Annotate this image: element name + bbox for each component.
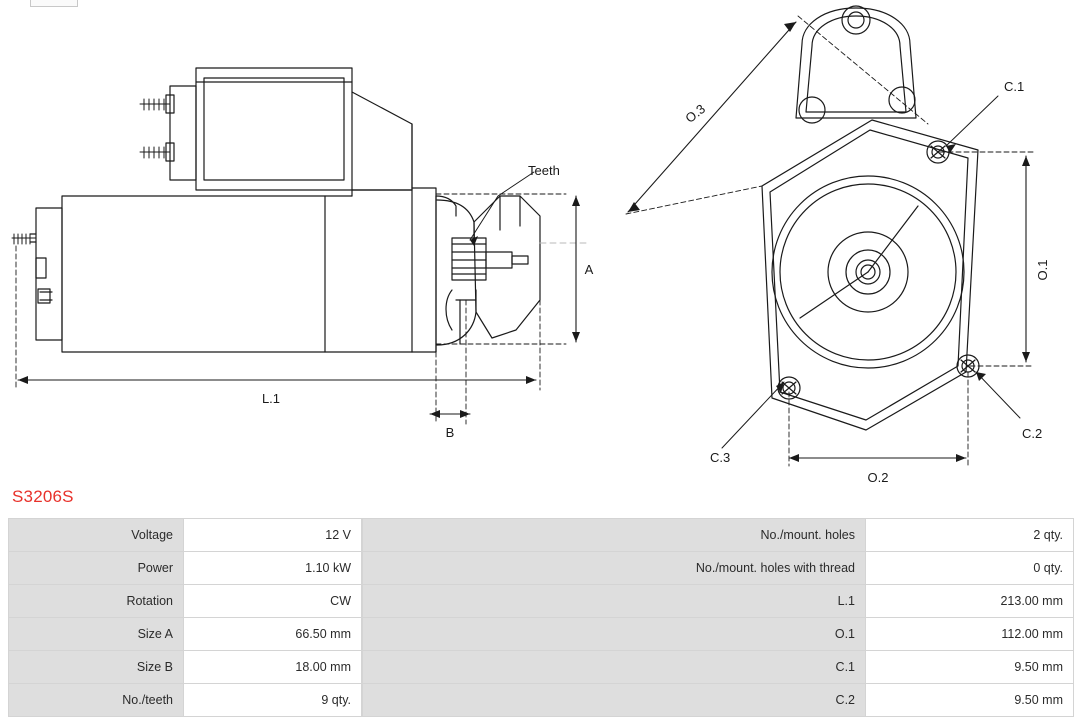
spec-value: 66.50 mm <box>184 618 362 651</box>
table-row <box>363 684 1074 717</box>
spec-value: 9 qty. <box>184 684 362 717</box>
side-view <box>12 68 586 352</box>
table-row <box>9 684 362 717</box>
label-b: B <box>445 425 455 440</box>
spec-label: No./mount. holes with thread <box>363 552 866 585</box>
table-row <box>363 519 1074 552</box>
spec-value: 112.00 mm <box>866 618 1074 651</box>
label-o2: O.2 <box>867 470 889 485</box>
table-row <box>363 552 1074 585</box>
table-row <box>9 651 362 684</box>
spec-value: 9.50 mm <box>866 684 1074 717</box>
spec-label: Voltage <box>9 519 184 552</box>
spec-label: C.2 <box>363 684 866 717</box>
spec-value: CW <box>184 585 362 618</box>
table-row <box>9 618 362 651</box>
label-teeth: Teeth <box>528 163 560 178</box>
table-row <box>363 585 1074 618</box>
spec-value: 18.00 mm <box>184 651 362 684</box>
spec-value: 9.50 mm <box>866 651 1074 684</box>
spec-label: Size A <box>9 618 184 651</box>
specifications <box>8 518 1072 717</box>
table-row <box>9 552 362 585</box>
end-view <box>762 6 979 430</box>
spec-label: Rotation <box>9 585 184 618</box>
spec-label: No./teeth <box>9 684 184 717</box>
label-c3: C.3 <box>710 450 731 465</box>
table-row <box>9 519 362 552</box>
spec-label: L.1 <box>363 585 866 618</box>
label-o3: O.3 <box>682 101 709 126</box>
spec-value: 2 qty. <box>866 519 1074 552</box>
spec-label: No./mount. holes <box>363 519 866 552</box>
label-c1: C.1 <box>1004 79 1025 94</box>
spec-label: Size B <box>9 651 184 684</box>
table-row <box>9 585 362 618</box>
label-a: A <box>584 262 594 277</box>
spec-table-right <box>362 518 1074 717</box>
spec-table-left <box>8 518 362 717</box>
label-o1: O.1 <box>1035 259 1050 281</box>
side-view-dimensions <box>16 172 580 424</box>
table-row <box>363 651 1074 684</box>
part-number-heading: S3206S <box>12 487 74 506</box>
spec-value: 12 V <box>184 519 362 552</box>
spec-value: 0 qty. <box>866 552 1074 585</box>
label-l1: L.1 <box>261 391 281 406</box>
label-c2: C.2 <box>1022 426 1043 441</box>
spec-label: C.1 <box>363 651 866 684</box>
spec-value: 1.10 kW <box>184 552 362 585</box>
spec-value: 213.00 mm <box>866 585 1074 618</box>
spec-label: Power <box>9 552 184 585</box>
table-row <box>363 618 1074 651</box>
spec-label: O.1 <box>363 618 866 651</box>
